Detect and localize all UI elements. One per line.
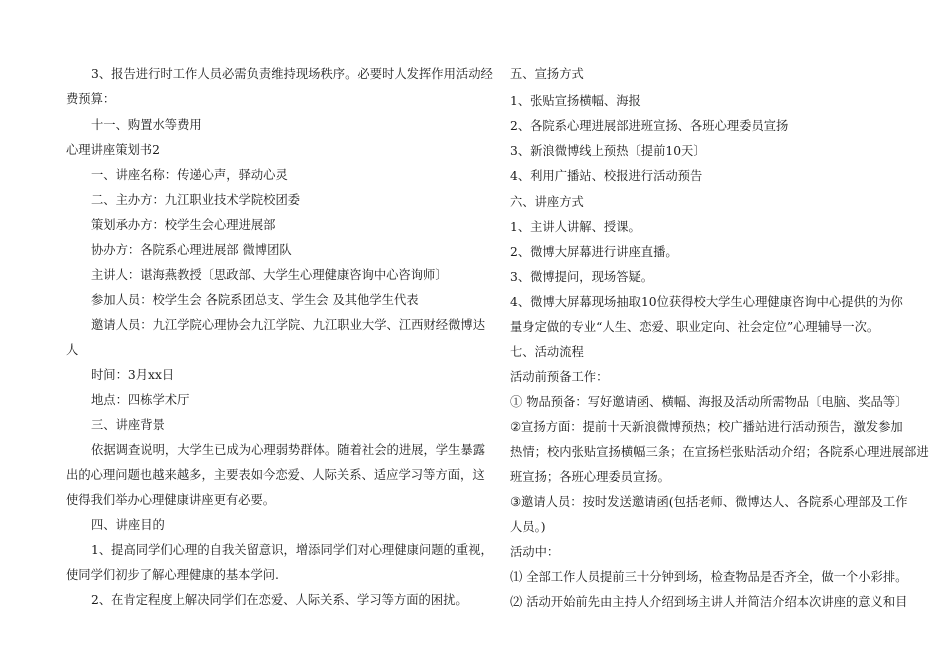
text-line: 4 、 微 博 大 屏 幕 现 场 抽 取 1 0 位 获 得 校 大 学 生 心 理 健 康 咨 询 中 心 提 供 的 为 你 [510,295,903,309]
text-line: 人员。) [510,520,546,534]
text-line: ⑴ 全部工作人员提前三十分钟到场，检查物品是否齐全，做一个小彩排。 [510,570,908,584]
text-line: 二、主办方：九江职业技术学院校团委 [91,193,301,207]
text-line: 热 情 ； 校 内 张 贴 宣 扬 横 幅 三 条 ； 在 宣 扬 栏 张 贴 活 动 介 绍 ； 各 院 系 心 理 进 展 部 进 [510,445,929,459]
text-line: 4、利用广播站、校报进行活动预告 [510,169,703,183]
text-line: ② 宣 扬 方 面 ： 提 前 十 天 新 浪 微 博 预 热 ； 校 广 播 站 进 行 活 动 预 告 ， 激 发 参 加 [510,420,903,434]
text-line: 3 、 报 告 进 行 时 工 作 人 员 必 需 负 责 维 持 现 场 秩 序 。 必 要 时 人 发 挥 作 用 活 动 经 [91,67,493,81]
section-heading: 七、活动流程 [510,345,584,359]
text-line: 邀 请 人 员 ： 九 江 学 院 心 理 协 会 九 江 学 院 、 九 江 职 业 大 学 、 江 西 财 经 微 博 达 [91,318,485,332]
text-line: ⑵ 活动开始前先由主持人介绍到场主讲人并简洁介绍本次讲座的意义和目 [510,595,908,609]
text-line: 班宣扬；各班心理委员宣扬。 [510,470,670,484]
text-line: 2、微博大屏幕进行讲座直播。 [510,245,678,259]
text-line: 参加人员：校学生会 各院系团总支、学生会 及其他学生代表 [91,293,419,307]
section-heading: 十一、购置水等费用 [91,118,202,132]
text-line: 使得我们举办心理健康讲座更有必要。 [66,493,276,507]
text-line: 人 [66,343,79,357]
text-line: 出 的 心 理 问 题 也 越 来 越 多 ， 主 要 表 如 今 恋 爱 、 人 际 关 系 、 适 应 学 习 等 方 面 ， 这 [66,468,485,482]
text-line: 3、微博提问，现场答疑。 [510,270,654,284]
text-line: 费预算： [66,92,116,106]
text-line: 1、张贴宣扬横幅、海报 [510,94,641,108]
text-line: 2、在肯定程度上解决同学们在恋爱、人际关系、学习等方面的困扰。 [91,593,468,607]
document-title: 心理讲座策划书2 [66,143,160,157]
text-line: 地点：四栋学术厅 [91,393,190,407]
section-heading: 三、讲座背景 [91,418,165,432]
text-line: 2、各院系心理进展部进班宣扬、各班心理委员宣扬 [510,119,789,133]
text-line: 3、新浪微博线上预热〔提前10天〕 [510,144,706,158]
text-line: 一、讲座名称：传递心声，驿动心灵 [91,168,288,182]
text-line: 使同学们初步了解心理健康的基本学问. [66,568,279,582]
text-line: 1、主讲人讲解、授课。 [510,220,641,234]
text-line: 活动前预备工作： [510,370,609,384]
text-line: 依 据 调 查 说 明 ， 大 学 生 已 成 为 心 理 弱 势 群 体 。 随 着 社 会 的 进 展 ， 学 生 暴 露 [91,443,485,457]
text-line: ③ 邀 请 人 员 ： 按 时 发 送 邀 请 函 ( 包 括 老 师 、 微 博 达 人 、 各 院 系 心 理 部 及 工 作 [510,495,908,509]
text-line: 活动中： [510,545,560,559]
section-heading: 五、宣扬方式 [510,67,584,81]
text-line: 协办方：各院系心理进展部 微博团队 [91,243,292,257]
section-heading: 四、讲座目的 [91,518,165,532]
text-line: 策划承办方：校学生会心理进展部 [91,218,276,232]
text-line: 时间：3月xx日 [91,368,175,382]
text-line: ① 物品预备：写好邀请函、横幅、海报及活动所需物品〔电脑、奖品等〕 [510,395,908,409]
section-heading: 六、讲座方式 [510,195,584,209]
text-line: 1 、 提 高 同 学 们 心 理 的 自 我 关 留 意 识 ， 增 添 同 学 们 对 心 理 健 康 问 题 的 重 视 ， [91,543,493,557]
text-line: 量身定做的专业“人生、恋爱、职业定向、社会定位”心理辅导一次。 [510,320,880,334]
text-line: 主讲人：谌海燕教授〔思政部、大学生心理健康咨询中心咨询师〕 [91,268,448,282]
